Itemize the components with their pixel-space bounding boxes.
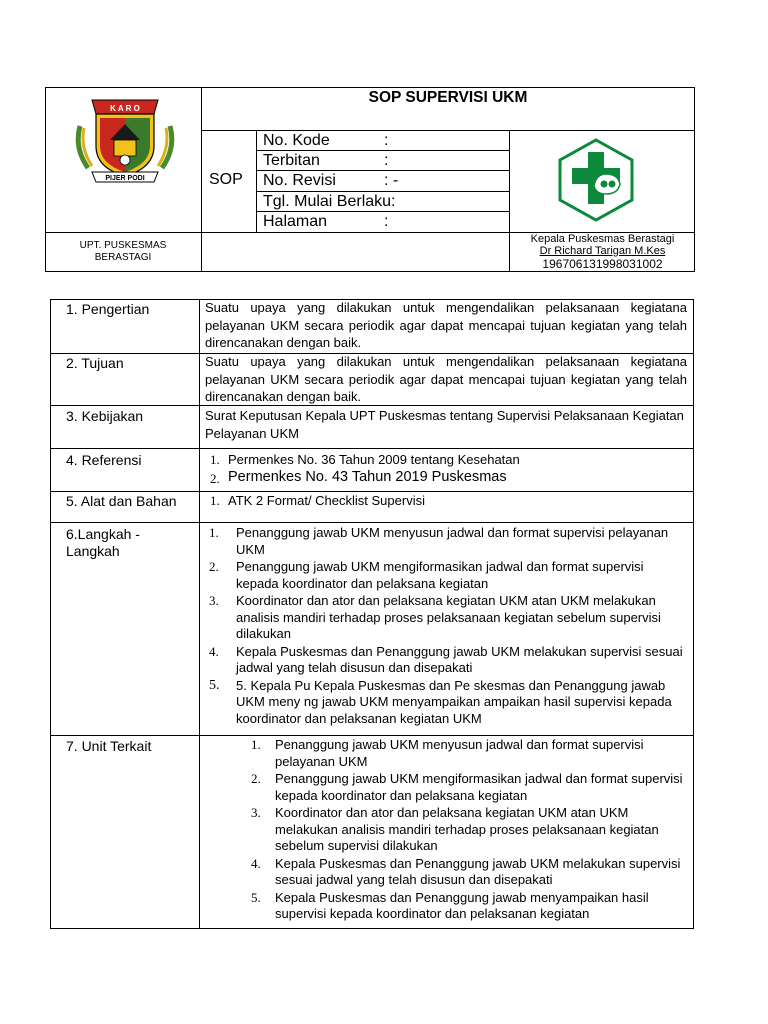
field-no-revisi-value: : - (384, 172, 399, 189)
list-item (209, 559, 687, 592)
field-halaman-label: Halaman (263, 213, 328, 230)
org-name-line1: UPT. PUSKESMAS (79, 240, 167, 251)
pengertian-text: Suatu upaya yang dilakukan untuk mengendalikan pelaksanaan kegiatana pelayanan UKM secara periodik agar dapat mencapai tujuan kegiatan yang telah direncanakan dengan baik. (205, 300, 687, 350)
document-title: SOP SUPERVISI UKM (368, 89, 528, 106)
puskesmas-logo (556, 138, 636, 222)
signature-block (510, 233, 695, 271)
list-item (251, 805, 687, 855)
list-text: Penanggung jawab UKM mengiformasikan jadwal dan format supervisi kepada koordinator dan pelaksana kegiatan (275, 771, 683, 803)
sop-label: SOP (209, 171, 243, 188)
list-item (209, 525, 687, 558)
list-number: 4. (209, 643, 219, 659)
tujuan-text: Suatu upaya yang dilakukan untuk mengendalikan pelaksanaan kegiatana pelayanan UKM secara periodik agar dapat mencapai tujuan kegiatan yang telah direncanakan dengan baik. (205, 354, 687, 404)
list-number: 1. (251, 737, 261, 752)
signer-name: Dr Richard Tarigan M.Kes (539, 245, 666, 257)
list-item (210, 468, 680, 487)
list-number: 1. (209, 525, 219, 540)
list-number: 3. (209, 593, 219, 608)
header-divider-sop (256, 130, 257, 232)
alat-bahan-label: 5. Alat dan Bahan (66, 493, 177, 509)
field-halaman-value: : (384, 213, 389, 230)
content-col-divider (199, 299, 200, 929)
langkah-label-line1: 6.Langkah - (66, 526, 140, 542)
referensi-label: 4. Referensi (66, 452, 142, 468)
list-text: Penanggung jawab UKM menyusun jadwal dan format supervisi pelayanan UKM (275, 737, 644, 769)
kebijakan-text: Surat Keputusan Kepala UPT Puskesmas tentang Supervisi Pelaksanaan Kegiatan Pelayanan UKM (205, 408, 684, 441)
alat-bahan-list (210, 493, 680, 510)
list-text: Penanggung jawab UKM menyusun jadwal dan format supervisi pelayanan UKM (236, 525, 669, 557)
row-rule-4 (50, 491, 694, 492)
list-text: 5. Kepala Pu Kepala Puskesmas dan Pe skesmas dan Penanggung jawab UKM meny ng jawab UKM menyampaikan ampaikan hasil supervisi kepada koordinator dan pelaksanan kegiatan UKM (236, 677, 672, 726)
list-item (210, 451, 680, 468)
field-terbitan-value: : (384, 152, 389, 169)
list-number: 4. (251, 855, 261, 871)
tujuan-label: 2. Tujuan (66, 355, 124, 371)
pengertian-label: 1. Pengertian (66, 301, 150, 317)
list-number: 2. (210, 471, 220, 486)
list-text: Kepala Puskesmas dan Penanggung jawab UKM melakukan supervisi sesuai jadwal yang telah disusun dan disepakati (236, 643, 683, 675)
header-divider-logo (201, 87, 202, 272)
karo-regency-logo (70, 88, 180, 186)
list-text: Koordinator dan ator dan pelaksana kegiatan UKM atan UKM melakukan analisis mandiri terhadap proses pelaksanaan kegiatan sebelum supervisi dilakukan (275, 805, 659, 853)
list-item (251, 890, 687, 923)
list-item (251, 856, 687, 889)
list-text: Permenkes No. 43 Tahun 2019 Puskesmas (228, 469, 507, 485)
list-item (251, 737, 687, 770)
list-number: 5. (251, 889, 261, 905)
list-item (210, 493, 680, 510)
kebijakan-label: 3. Kebijakan (66, 408, 144, 424)
unit-terkait-list (251, 737, 687, 923)
list-text: ATK 2 Format/ Checklist Supervisi (228, 493, 425, 508)
list-text: Permenkes No. 36 Tahun 2009 tentang Kesehatan (228, 452, 520, 467)
list-item (209, 678, 687, 728)
list-text: Penanggung jawab UKM mengiformasikan jadwal dan format supervisi kepada koordinator dan pelaksana kegiatan (236, 559, 644, 591)
list-text: Koordinator dan ator dan pelaksana kegiatan UKM atan UKM melakukan analisis mandiri terhadap proses pelaksanaan kegiatan sebelum supervisi dilakukan (236, 593, 661, 641)
list-number: 5. (209, 677, 220, 693)
org-name (45, 240, 201, 264)
langkah-label-line2: Langkah (66, 543, 120, 559)
signer-nip: 196706131998031002 (542, 257, 663, 271)
list-number: 3. (251, 805, 261, 820)
field-no-revisi-label: No. Revisi (263, 172, 336, 189)
list-number: 2. (209, 559, 219, 574)
org-name-line2: BERASTAGI (94, 252, 152, 263)
row-rule-5 (50, 522, 694, 523)
unit-terkait-label: 7. Unit Terkait (66, 738, 152, 754)
field-terbitan-label: Terbitan (263, 152, 320, 169)
row-rule-6 (50, 735, 694, 736)
langkah-list (209, 525, 687, 727)
row-rule-3 (50, 448, 694, 449)
referensi-list (210, 451, 680, 487)
signer-title: Kepala Puskesmas Berastagi (530, 233, 675, 245)
field-no-kode-label: No. Kode (263, 132, 330, 149)
list-number: 2. (251, 771, 261, 786)
list-number: 1. (210, 493, 220, 508)
list-item (251, 771, 687, 804)
list-number: 1. (210, 452, 220, 467)
field-no-kode-value: : (384, 132, 389, 149)
list-item (209, 593, 687, 643)
logo-banner-text: K A R O (110, 104, 140, 113)
logo-ribbon-text: PIJER PODI (105, 175, 145, 182)
list-text: Kepala Puskesmas dan Penanggung jawab UKM melakukan supervisi sesuai jadwal yang telah disusun dan disepakati (275, 855, 681, 887)
langkah-label (66, 526, 140, 560)
list-item (209, 644, 687, 677)
list-text: Kepala Puskesmas dan Penanggung jawab menyampaikan hasil supervisi kepada koordinator dan pelaksanan kegiatan (275, 889, 649, 921)
field-tgl-mulai-label: Tgl. Mulai Berlaku: (263, 193, 396, 210)
